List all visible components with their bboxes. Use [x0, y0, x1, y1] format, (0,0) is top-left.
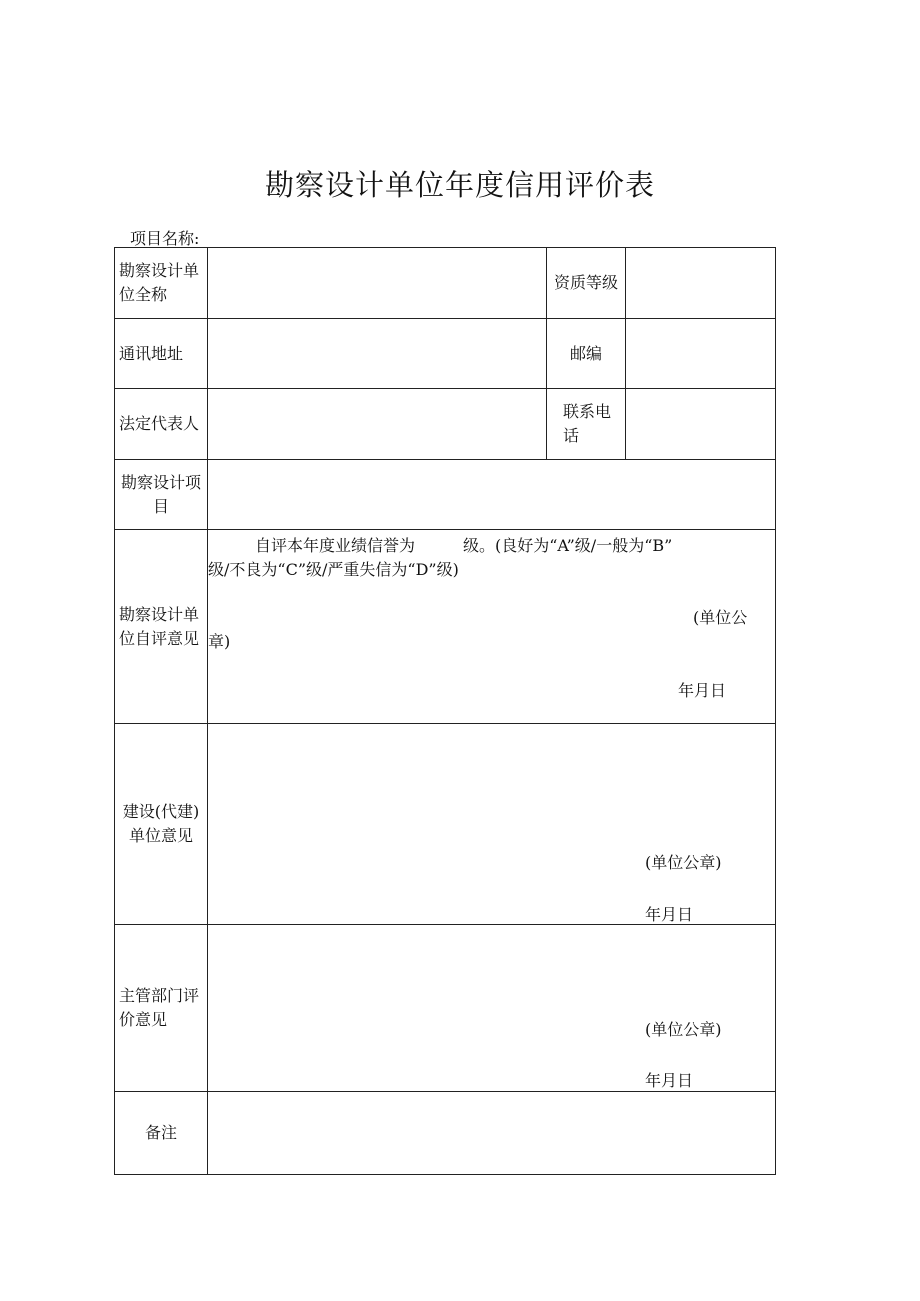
- self-eval-text-line2: 级/不良为“C”级/严重失信为“D”级): [208, 560, 459, 579]
- postcode-label-cell: [546, 318, 626, 389]
- project-label: 勘察设计项目: [120, 472, 201, 516]
- self-eval-seal-line2: 章): [208, 632, 231, 651]
- builder-opinion-field[interactable]: [207, 723, 776, 925]
- authority-opinion-label-cell: [114, 924, 208, 1092]
- legal-rep-label-cell: [114, 388, 208, 460]
- project-label-cell: [114, 459, 208, 530]
- address-label-cell: [114, 318, 208, 389]
- self-eval-label-cell: [114, 529, 208, 724]
- unit-name-label: 勘察设计单位全称: [119, 261, 200, 304]
- unit-name-label-cell: [114, 247, 208, 319]
- self-eval-label: 勘察设计单位自评意见: [119, 604, 200, 648]
- builder-opinion-date: 年月日: [645, 905, 694, 924]
- self-eval-date: 年月日: [678, 681, 727, 700]
- authority-opinion-field[interactable]: [207, 924, 776, 1092]
- project-field[interactable]: [207, 459, 776, 530]
- self-eval-text-line1: 自评本年度业绩信誉为 级。(良好为“A”级/一般为“B”: [255, 536, 673, 555]
- address-field[interactable]: [207, 318, 547, 389]
- self-eval-seal-line1: (单位公: [693, 608, 748, 627]
- remarks-field[interactable]: [207, 1091, 776, 1175]
- unit-name-field[interactable]: [207, 247, 547, 319]
- phone-field[interactable]: [625, 388, 776, 460]
- builder-opinion-seal: (单位公章): [645, 853, 722, 872]
- builder-opinion-label-cell: [114, 723, 208, 925]
- qualification-label-cell: [546, 247, 626, 319]
- qualification-field[interactable]: [625, 247, 776, 319]
- project-name-label: 项目名称:: [130, 229, 200, 248]
- authority-opinion-date: 年月日: [645, 1071, 694, 1090]
- postcode-field[interactable]: [625, 318, 776, 389]
- remarks-label: 备注: [144, 1123, 177, 1142]
- page-title: 勘察设计单位年度信用评价表: [264, 168, 655, 202]
- authority-opinion-seal: (单位公章): [645, 1020, 722, 1039]
- phone-label: 联系电话: [563, 402, 612, 445]
- remarks-label-cell: [114, 1091, 208, 1175]
- self-eval-field[interactable]: [207, 529, 776, 724]
- legal-rep-field[interactable]: [207, 388, 547, 460]
- legal-rep-label: 法定代表人: [119, 414, 200, 433]
- postcode-label: 邮编: [569, 343, 602, 363]
- builder-opinion-label: 建设(代建)单位意见: [122, 802, 200, 845]
- authority-opinion-label: 主管部门评价意见: [119, 986, 200, 1029]
- phone-label-cell: [546, 388, 626, 460]
- qualification-label: 资质等级: [553, 273, 618, 292]
- address-label: 通讯地址: [119, 343, 184, 363]
